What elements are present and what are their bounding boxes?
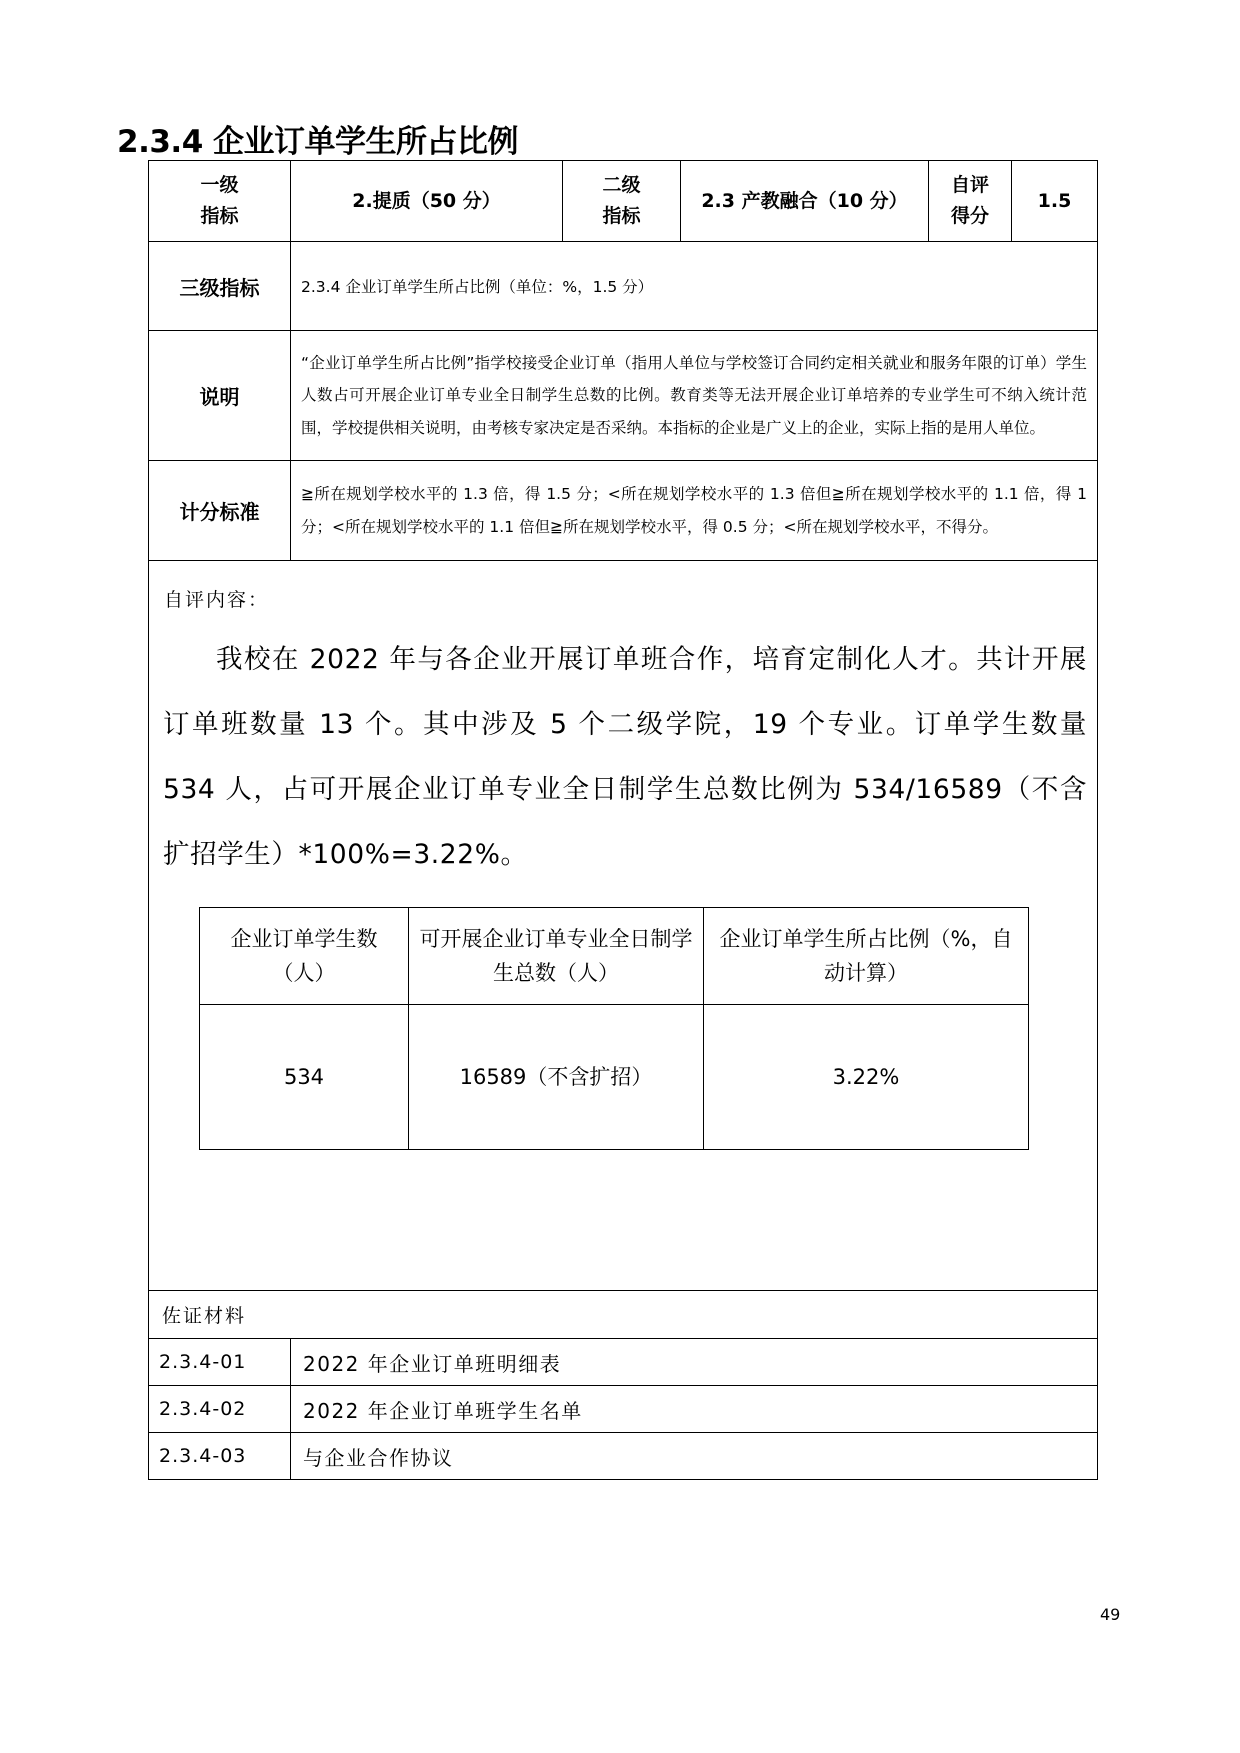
scoring-text: ≧所在规划学校水平的 1.3 倍，得 1.5 分；<所在规划学校水平的 1.3 倍但≧所在规划学校水平的 1.1 倍，得 1 分；<所在规划学校水平的 1.1 倍但≧所在规划学校水平，得 0.5 分；<所在规划学校水平，不得分。: [291, 461, 1098, 561]
explanation-row: [149, 331, 1098, 461]
evidence-name: 2022 年企业订单班明细表: [291, 1339, 1098, 1386]
evidence-code: 2.3.4-02: [149, 1386, 291, 1433]
explanation-text: “企业订单学生所占比例”指学校接受企业订单（指用人单位与学校签订合同约定相关就业和服务年限的订单）学生人数占可开展企业订单专业全日制学生总数的比例。教育类等无法开展企业订单培养的专业学生可不纳入统计范围，学校提供相关说明，由考核专家决定是否采纳。本指标的企业是广义上的企业，实际上指的是用人单位。: [291, 331, 1098, 461]
self-evaluation-row: [149, 561, 1098, 1291]
stats-header-total: 可开展企业订单专业全日制学生总数（人）: [409, 908, 704, 1005]
stats-value-ratio: 3.22%: [704, 1005, 1029, 1150]
page-number: 49: [1100, 1605, 1121, 1624]
level1-label: 一级 指标: [149, 161, 291, 242]
stats-value-row: [200, 1005, 1029, 1150]
level3-row: [149, 242, 1098, 331]
score-value: 1.5: [1012, 161, 1098, 242]
stats-value-students: 534: [200, 1005, 409, 1150]
stats-header-students: 企业订单学生数（人）: [200, 908, 409, 1005]
level1-value: 2.提质（50 分）: [291, 161, 563, 242]
evidence-row: [149, 1433, 1098, 1480]
evidence-code: 2.3.4-01: [149, 1339, 291, 1386]
level2-label: 二级 指标: [563, 161, 681, 242]
evidence-name: 与企业合作协议: [291, 1433, 1098, 1480]
evidence-header-row: [149, 1291, 1098, 1339]
evidence-header: 佐证材料: [149, 1291, 1098, 1339]
self-evaluation-label: 自评内容：: [164, 589, 270, 611]
scoring-row: [149, 461, 1098, 561]
evidence-row: [149, 1386, 1098, 1433]
self-evaluation-body: 我校在 2022 年与各企业开展订单班合作，培育定制化人才。共计开展订单班数量 13 个。其中涉及 5 个二级学院，19 个专业。订单学生数量 534 人，占可开展企业订单专业全日制学生总数比例为 534/16589（不含扩招学生）*100%=3.22%。: [163, 644, 1087, 870]
section-title: 2.3.4 企业订单学生所占比例: [117, 124, 519, 160]
evidence-row: [149, 1339, 1098, 1386]
score-label: 自评 得分: [929, 161, 1012, 242]
stats-table: [199, 907, 1029, 1150]
evidence-name: 2022 年企业订单班学生名单: [291, 1386, 1098, 1433]
indicator-table: [148, 160, 1098, 1480]
level3-label: 三级指标: [149, 242, 291, 331]
explanation-label: 说明: [149, 331, 291, 461]
stats-value-total: 16589（不含扩招）: [409, 1005, 704, 1150]
level3-value: 2.3.4 企业订单学生所占比例（单位：%，1.5 分）: [291, 242, 1098, 331]
scoring-label: 计分标准: [149, 461, 291, 561]
stats-header-ratio: 企业订单学生所占比例（%，自动计算）: [704, 908, 1029, 1005]
header-row: [149, 161, 1098, 242]
level2-value: 2.3 产教融合（10 分）: [681, 161, 929, 242]
self-evaluation-cell: [149, 561, 1098, 1291]
evidence-code: 2.3.4-03: [149, 1433, 291, 1480]
stats-header-row: [200, 908, 1029, 1005]
